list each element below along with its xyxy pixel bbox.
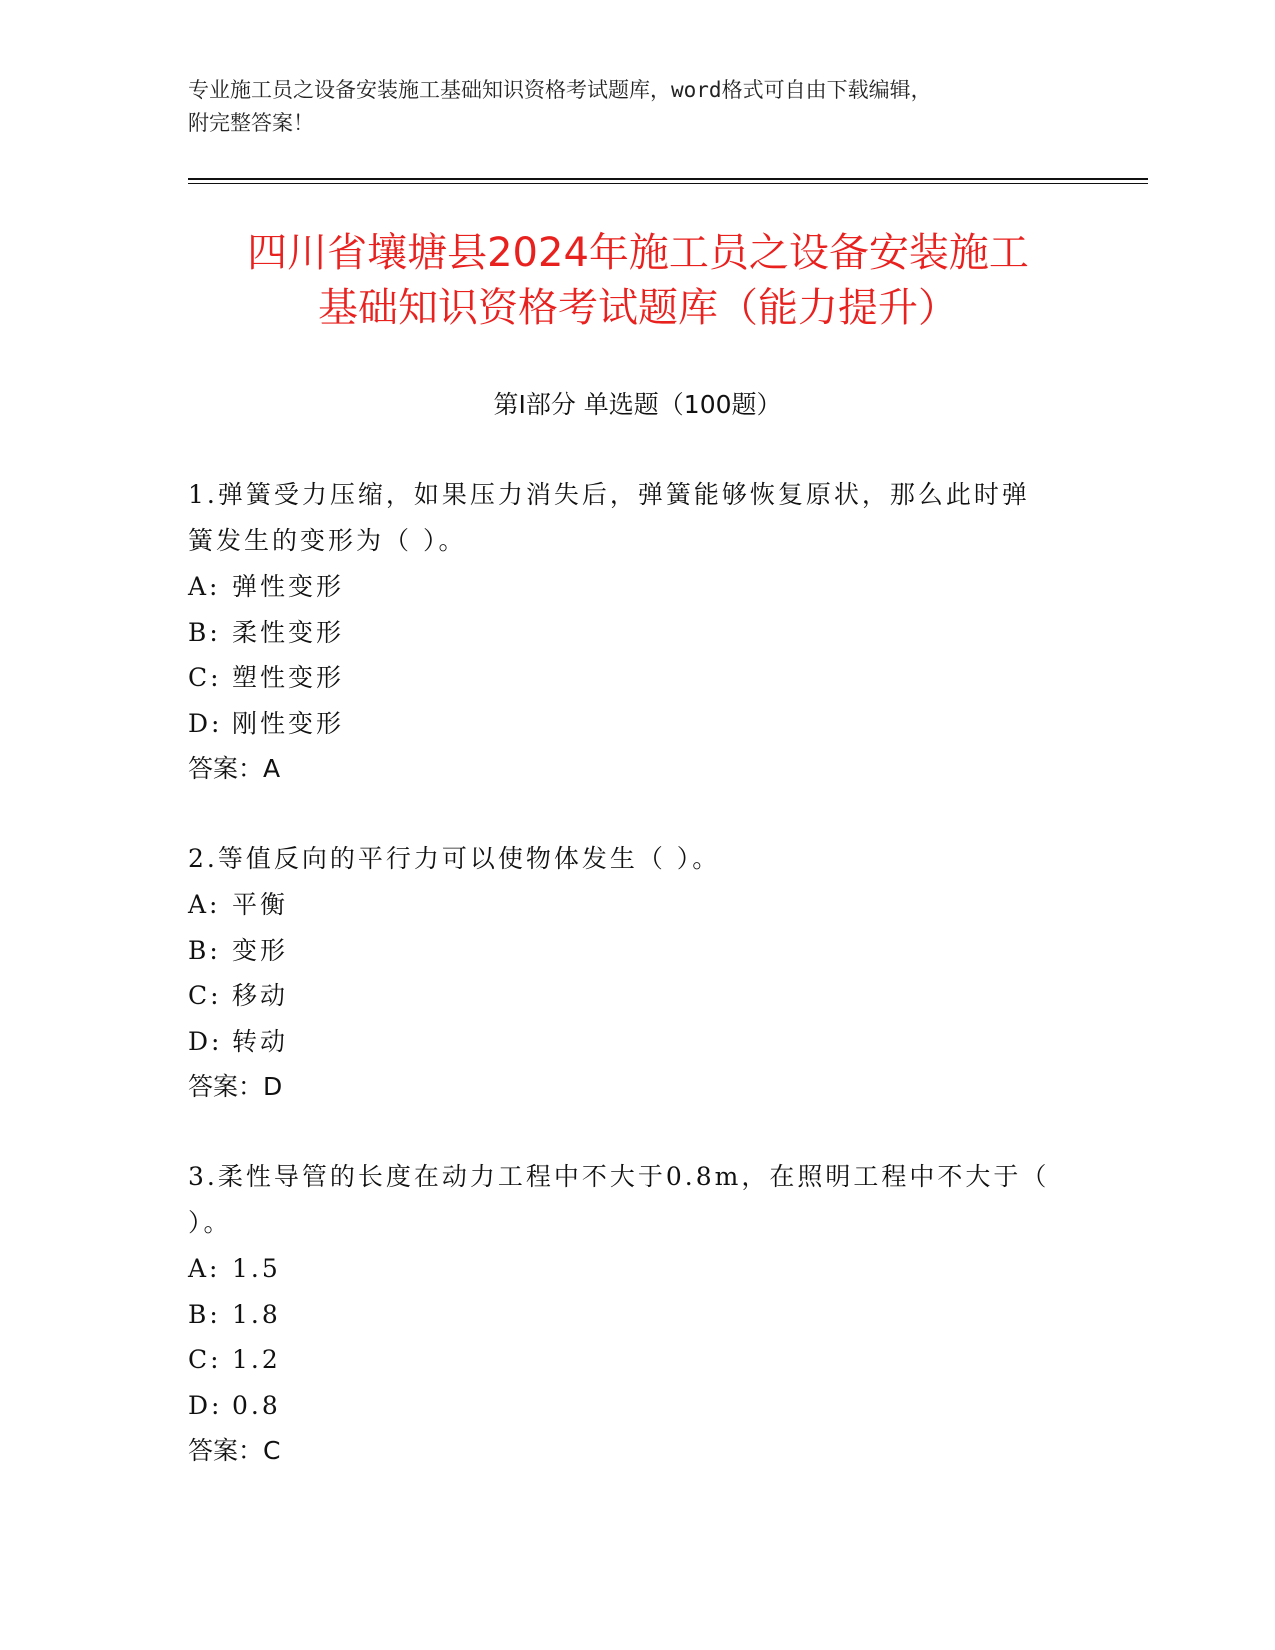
- question-stem: ）。: [188, 1208, 232, 1237]
- section-heading: 第Ⅰ部分 单选题（100题）: [493, 390, 782, 419]
- option-text: 转动: [232, 1026, 289, 1056]
- question-stem: 1.弹簧受力压缩，如果压力消失后，弹簧能够恢复原状，那么此时弹: [188, 480, 1030, 509]
- option-label: C:: [188, 663, 222, 692]
- option-d: [188, 1383, 1068, 1429]
- question-stem: 3.柔性导管的长度在动力工程中不大于0.8m，在照明工程中不大于（: [188, 1162, 1050, 1191]
- option-label: B:: [188, 617, 221, 647]
- answer: 答案：C: [188, 1436, 281, 1465]
- option-label: D:: [188, 1390, 223, 1420]
- option-text: 变形: [232, 935, 289, 965]
- option-text: 刚性变形: [232, 708, 345, 738]
- option-label: B:: [188, 1299, 221, 1329]
- option-text: 平衡: [232, 890, 289, 919]
- option-label: C:: [188, 981, 222, 1010]
- option-c: [188, 1337, 1068, 1383]
- option-text: 1.2: [232, 1345, 281, 1374]
- header-note: [188, 74, 1088, 140]
- header-note-line: 附完整答案！: [188, 111, 314, 135]
- option-b: [188, 1292, 1068, 1338]
- option-text: 弹性变形: [232, 572, 345, 601]
- header-divider-thin: [188, 183, 1148, 184]
- option-a: [188, 882, 1068, 928]
- option-c: [188, 655, 1068, 701]
- answer: 答案：D: [188, 1072, 283, 1101]
- question-2: [188, 836, 1068, 1110]
- option-label: B:: [188, 935, 221, 965]
- option-text: 柔性变形: [232, 617, 345, 647]
- option-b: [188, 610, 1068, 656]
- option-label: D:: [188, 1026, 223, 1056]
- option-text: 移动: [232, 981, 289, 1010]
- header-divider-thick: [188, 178, 1148, 180]
- option-b: [188, 928, 1068, 974]
- title-line: 四川省壤塘县2024年施工员之设备安装施工: [247, 230, 1029, 276]
- answer: 答案：A: [188, 754, 281, 783]
- option-text: 1.8: [232, 1299, 281, 1329]
- option-a: [188, 564, 1068, 610]
- option-d: [188, 701, 1068, 747]
- option-label: C:: [188, 1345, 222, 1374]
- header-note-line: 专业施工员之设备安装施工基础知识资格考试题库，word格式可自由下载编辑，: [188, 78, 932, 102]
- option-a: [188, 1246, 1068, 1292]
- title-line: 基础知识资格考试题库（能力提升）: [318, 285, 958, 331]
- option-text: 1.5: [232, 1254, 281, 1283]
- question-stem: 簧发生的变形为（ ）。: [188, 526, 467, 555]
- document-title: [188, 226, 1088, 336]
- option-c: [188, 973, 1068, 1019]
- question-list: [188, 472, 1068, 1518]
- option-text: 塑性变形: [232, 663, 345, 692]
- question-3: [188, 1154, 1068, 1474]
- option-text: 0.8: [232, 1390, 281, 1420]
- option-label: A:: [188, 1254, 221, 1283]
- option-label: A:: [188, 890, 221, 919]
- option-label: A:: [188, 572, 221, 601]
- option-d: [188, 1019, 1068, 1065]
- option-label: D:: [188, 708, 223, 738]
- question-1: [188, 472, 1068, 792]
- question-stem: 2.等值反向的平行力可以使物体发生（ ）。: [188, 844, 721, 873]
